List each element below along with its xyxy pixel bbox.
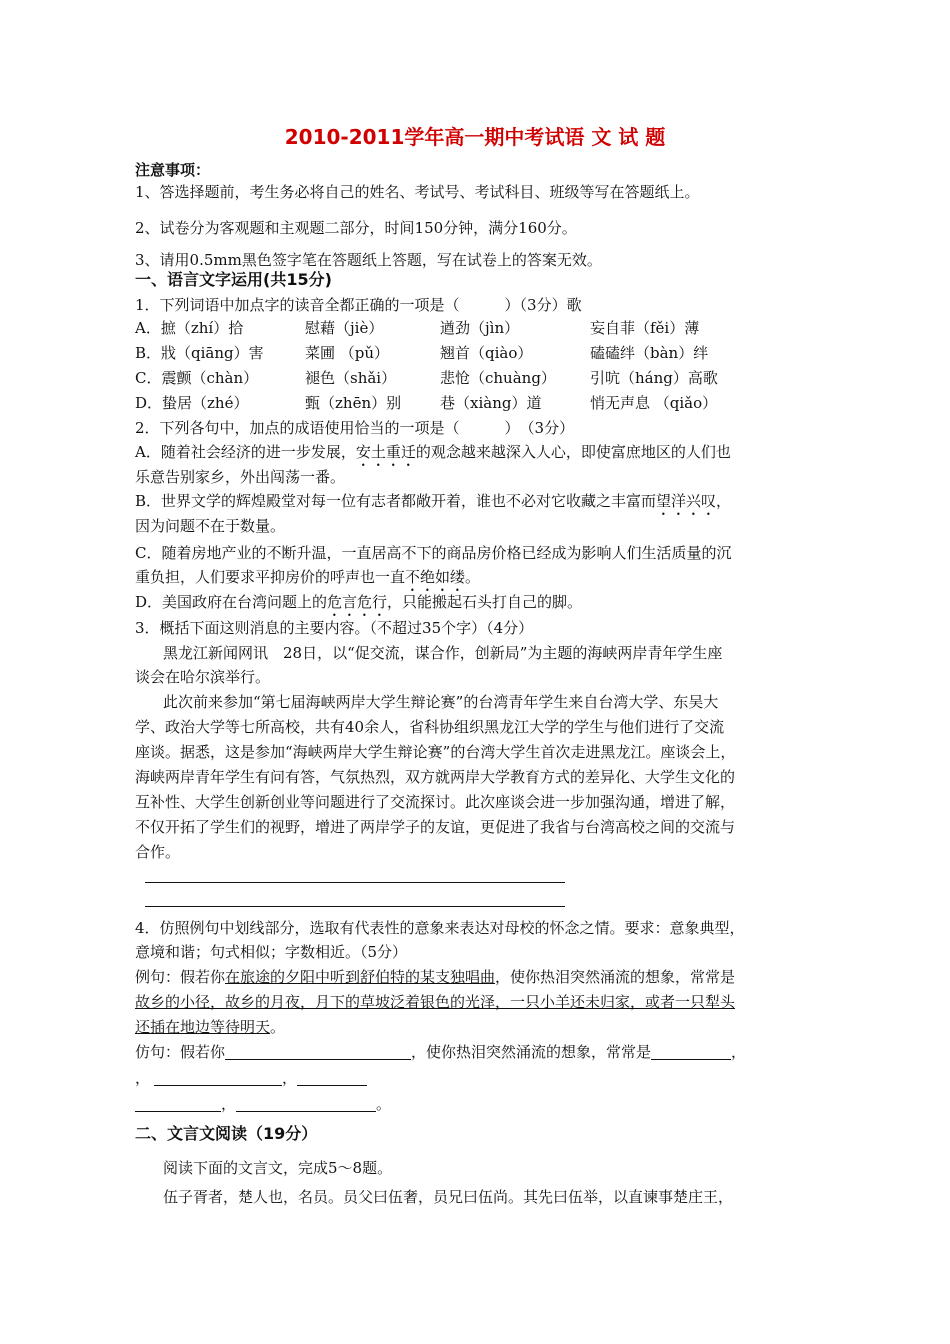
section-heading: 二、文言文阅读（19分）	[135, 1124, 318, 1143]
question-stem-cont: 意境和谐；句式相似；字数相近。（5分）	[135, 943, 408, 961]
news-line: 海峡两岸青年学生有问有答，气氛热烈，双方就两岸大学教育方式的差异化、大学生文化的	[135, 768, 736, 786]
dotted-idiom: 危言危行	[327, 593, 388, 611]
option-c-3: 悲怆（chuàng）	[440, 369, 556, 387]
q2-option-c: C．随着房地产业的不断升温，一直居高不下的商品房价格已经成为影响人们生活质量的沉	[135, 544, 732, 562]
option-d-3: 巷（xiàng）道	[440, 394, 542, 412]
imitation-sentence-cont	[135, 1068, 367, 1088]
notice-heading: 注意事项：	[135, 161, 211, 179]
answer-line[interactable]	[145, 906, 565, 907]
question-stem: 2．下列各句中，加点的成语使用恰当的一项是（ ） （3分）	[135, 419, 575, 437]
question-stem: 1．下列词语中加点字的读音全都正确的一项是（ ）（3分）歌	[135, 296, 582, 314]
q2-option-c-cont	[135, 567, 480, 595]
q2-option-d	[135, 592, 582, 620]
option-b-2: 菜圃 （pǔ）	[305, 344, 390, 362]
option-a-2: 慰藉（jiè）	[305, 319, 384, 337]
notice-item: 3、请用0.5mm黑色签字笔在答题纸上答题，写在试卷上的答案无效。	[135, 251, 602, 269]
dotted-idiom: 不绝如缕	[405, 568, 466, 586]
news-line: 合作。	[135, 843, 181, 861]
text-span: ，使你热泪突然涌流的想象，常常是	[411, 1043, 652, 1061]
news-line: 座谈。据悉，这是参加“海峡两岸大学生辩论赛”的台湾大学生首次走进黑龙江。座谈会上，	[135, 743, 736, 761]
underlined-text: 在旅途的夕阳中听到舒伯特的某支独唱曲	[225, 968, 496, 986]
option-c-1: C．震颤（chàn）	[135, 369, 259, 387]
imitation-sentence-end	[135, 1094, 391, 1114]
reading-intro: 阅读下面的文言文，完成5～8题。	[163, 1159, 393, 1177]
option-d-4: 悄无声息 （qiǎo）	[590, 394, 718, 412]
option-c-2: 褪色（shǎi）	[305, 369, 397, 387]
news-line: 谈会在哈尔滨举行。	[135, 668, 271, 686]
notice-item: 2、试卷分为客观题和主观题二部分，时间150分钟，满分160分。	[135, 219, 577, 237]
text-span: 重负担，人们要求平抑房价的呼声也一直	[135, 568, 406, 586]
fill-blank[interactable]	[225, 1043, 411, 1060]
text-span: B．世界文学的辉煌殿堂对每一位有志者都敞开着，谁也不必对它收藏之丰富而	[135, 492, 657, 510]
text-span: A．随着社会经济的进一步发展，	[135, 443, 356, 461]
fill-blank[interactable]	[154, 1069, 282, 1086]
option-a-1: A．摭（zhí）拾	[135, 319, 244, 337]
news-line: 黑龙江新闻网讯 28日，以“促交流，谋合作，创新局”为主题的海峡两岸青年学生座	[163, 644, 723, 662]
q2-option-b-cont: 因为问题不在于数量。	[135, 517, 286, 535]
dotted-idiom: 安土重迁	[355, 443, 416, 461]
notice-item: 1、答选择题前，考生务必将自己的姓名、考试号、考试科目、班级等写在答题纸上。	[135, 183, 700, 201]
question-stem: 3．概括下面这则消息的主要内容。（不超过35个字）（4分）	[135, 619, 534, 637]
text-span: 仿句：假若你	[135, 1043, 226, 1061]
answer-line[interactable]	[145, 882, 565, 883]
text-span: 的观念越来越深入人心，即使富庶地区的人们也	[415, 443, 731, 461]
fill-blank[interactable]	[236, 1095, 376, 1112]
underlined-text: 故乡的小径，故乡的月夜，月下的草坡泛着银色的光泽，一只小羊还未归家，或者一只犁头	[135, 993, 736, 1011]
underlined-text: 还插在地边等待明天	[135, 1018, 271, 1036]
text-span: ，	[282, 1069, 298, 1087]
news-line: 学、政治大学等七所高校，共有40余人，省科协组织黑龙江大学的学生与他们进行了交流	[135, 718, 725, 736]
news-line: 此次前来参加“第七届海峡两岸大学生辩论赛”的台湾青年学生来自台湾大学、东吴大	[163, 693, 719, 711]
option-a-3: 遒劲（jìn）	[440, 319, 520, 337]
example-sentence-end	[135, 1017, 285, 1037]
fill-blank[interactable]	[135, 1095, 221, 1112]
option-b-4: 磕磕绊（bàn）绊	[590, 344, 709, 362]
text-span: ，	[716, 492, 732, 510]
text-span: 。	[376, 1095, 392, 1113]
imitation-sentence	[135, 1042, 746, 1062]
text-span: 。	[270, 1018, 286, 1036]
option-b-3: 翘首（qiào）	[440, 344, 533, 362]
q2-option-b	[135, 491, 731, 519]
option-d-1: D．蛰居（zhé）	[135, 394, 249, 412]
q2-option-a	[135, 442, 731, 470]
news-line: 互补性、大学生创新创业等问题进行了交流探讨。此次座谈会进一步加强沟通，增进了解，	[135, 793, 736, 811]
option-b-1: B．戕（qiāng）害	[135, 344, 264, 362]
text-span: ，	[135, 1069, 151, 1087]
page-title: 2010-2011学年高一期中考试语 文 试 题	[284, 125, 666, 149]
fill-blank[interactable]	[651, 1043, 731, 1060]
text-span: 例句：假若你	[135, 968, 226, 986]
text-span: ，只能搬起石头打自己的脚。	[387, 593, 583, 611]
text-span: ，使你热泪突然涌流的想象，常常是	[495, 968, 736, 986]
dotted-idiom: 望洋兴叹	[656, 492, 717, 510]
text-span: 。	[465, 568, 481, 586]
fill-blank[interactable]	[297, 1069, 367, 1086]
q2-option-a-cont: 乐意告别家乡，外出闯荡一番。	[135, 468, 346, 486]
option-a-4: 妄自菲（fěi）薄	[590, 319, 700, 337]
news-line: 不仅开拓了学生们的视野，增进了两岸学子的友谊，更促进了我省与台湾高校之间的交流与	[135, 818, 736, 836]
text-span: ，	[221, 1095, 237, 1113]
section-heading: 一、语言文字运用(共15分)	[135, 270, 332, 289]
question-stem: 4．仿照例句中划线部分，选取有代表性的意象来表达对母校的怀念之情。要求：意象典型，	[135, 919, 745, 937]
classical-text: 伍子胥者，楚人也，名员。员父曰伍奢，员兄曰伍尚。其先曰伍举，以直谏事楚庄王，	[163, 1188, 734, 1206]
text-span: D．美国政府在台湾问题上的	[135, 593, 328, 611]
option-d-2: 甄（zhēn）别	[305, 394, 402, 412]
option-c-4: 引吭（háng）高歌	[590, 369, 718, 387]
text-span: ，	[731, 1043, 747, 1061]
example-sentence	[135, 967, 735, 987]
